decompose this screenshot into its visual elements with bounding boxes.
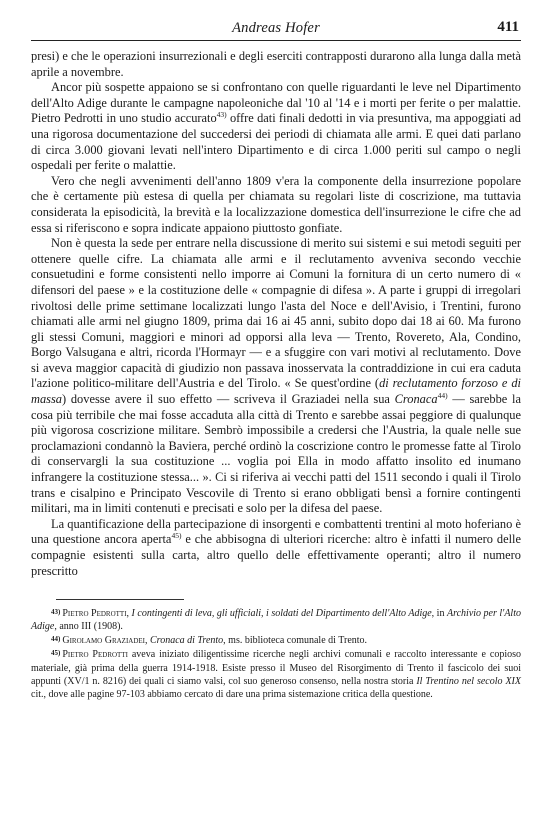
text-run: Archivio per l'Alto Adige (31, 608, 521, 633)
footnote (31, 606, 521, 633)
book-page (31, 18, 521, 701)
text-run: , (126, 608, 132, 620)
text-run: La quantificazione della partecipazione di insorgenti e combattenti trentini al moto hoferiano è una questione ancora aperta (31, 516, 521, 547)
text-run: Il Trentino nel secolo XIX (416, 675, 521, 687)
text-run: presi) e che le operazioni insurrezionali e degli eserciti contrapposti durarono alla lunga dalla metà aprile a novembre. (31, 49, 521, 79)
paragraph (31, 174, 521, 236)
text-run: , ms. biblioteca comunale di Trento. (223, 635, 368, 647)
text-run: aveva iniziato diligentissime ricerche negli archivi comunali e raccolto interessante e copioso materiale, già prima della guerra 1914-1918. Esiste presso il Museo del Risorgimento di Trento il fascicolo dei suoi appunti (XV/1 n. 8216) dei quali ci siamo valsi, col suo generoso consenso, nella nostra storia (31, 649, 521, 687)
paragraph (31, 236, 521, 517)
footnote-number: 44) (51, 635, 61, 644)
footnote-ref: 45) (171, 531, 182, 541)
text-run: Cronaca (394, 392, 438, 407)
text-run: cit., dove alle pagine 97-103 abbiamo cercato di dare una prima sistemazione critica della questione. (31, 688, 433, 700)
footnote-number: 43) (51, 608, 61, 617)
footnotes (31, 606, 521, 701)
text-run: Pietro Pedrotti (62, 608, 127, 620)
footnote-ref: 44) (437, 391, 448, 401)
text-run: Pietro Pedrotti (62, 649, 128, 661)
text-run: Vero che negli avvenimenti dell'anno 1809 v'era la componente della insurrezione popolare che è certamente più estesa di quella per chiamata su regolari liste di coscrizione, ma tuttavia considerata la episodicità, la brevità e la localizzazione domestica dell'insurrezione le cifre che ad essa si riferiscono e sopra indicate appaiono piuttosto gonfiate. (31, 173, 521, 235)
header-rule (31, 40, 521, 41)
text-run: e che abbisogna di ulteriori ricerche: altro è infatti il numero delle compagnie esistenti sulla carta, altro quello delle effettivamente operanti; altro il numero prescritto (31, 532, 521, 578)
footnote-separator (56, 599, 184, 600)
text-run: Non è questa la sede per entrare nella discussione di merito sui sistemi e sui metodi seguiti per ottenere quelle cifre. La chiamata alle armi e il reclutamento avveniva secondo vecchie consuetudini e forme consistenti nello imporre ai Comuni la fornitura di un certo numero di « difensori del paese » e la costituzione delle « compagnie di difesa ». A parte i gruppi di irregolari rivoltosi delle prime settimane localizzati lungo l'asta del Noce e dell'Avisio, i Trentini, furono chiamati alle armi nel giugno 1809, prima dai 16 ai 45 anni, subito dopo dai 18 ai 60. Ma furono gli stessi Comuni, maggiori e minori ad opporsi alla leva — Trento, Rovereto, Ala, Condino, Borgo Valsugana e altri, ricorda l'Hormayr — e a sfuggire con vari motivi al reclutamento. Dove si aveva maggior capacità di giudizio non passava inosservata la contraddizione in cui era caduta l'azione politico-militare dell'Austria e del Tirolo. « Se quest'ordine ( (31, 236, 521, 391)
paragraph (31, 49, 521, 80)
text-run: ) dovesse avere il suo effetto — scriveva il Graziadei nella sua (61, 392, 395, 407)
footnote-ref: 43) (216, 110, 227, 120)
body-text (31, 49, 521, 579)
text-run: Girolamo Graziadei (62, 635, 146, 647)
text-run: , in (431, 608, 447, 620)
footnote-number: 45) (51, 649, 61, 658)
page-header (31, 18, 521, 40)
paragraph (31, 80, 521, 174)
text-run: offre dati finali dedotti in via presuntiva, ma appoggiati ad una rigorosa documentazione del succedersi dei periodi di chiamata alle armi. E quei dati parlano di circa 3.000 giovani levati nell'intero Dipartimento e di circa 1.000 periti sul campo o negli ospedali per ferite o malattie. (31, 111, 522, 173)
text-run: I contingenti di leva, gli ufficiali, i soldati del Dipartimento dell'Alto Adige (131, 608, 432, 620)
running-title: Andreas Hofer (232, 20, 320, 36)
text-run: Ancor più sospette appaiono se si confrontano con quelle riguardanti le leve nel Dipartimento dell'Alto Adige durante le campagne napoleoniche dal '10 al '14 e i morti per ferite o per malattie. Pietro Pedrotti in uno studio accurato (31, 80, 521, 126)
footnote (31, 633, 521, 647)
text-run: Cronaca di Trento (150, 635, 224, 647)
paragraph (31, 517, 521, 579)
text-run: , (145, 635, 151, 647)
text-run: di reclutamento forzoso e di massa (31, 376, 522, 407)
page-number: 411 (497, 19, 519, 35)
text-run: — sarebbe la cosa più terribile che mai fosse accaduta alla città di Trento e sarebbe assai peggiore di qualunque più vigorosa coscrizione militare. Sembrò impossibile a credersi che l'Austria, la quale nelle sue proclamazioni condannò la Baviera, perché ordinò la coscrizione contro le promesse fatte al Tirolo di conservargli la sua costituzione ... voglia poi Ella in modo affatto insolito ed inumano infrangere la costituzione stessa... ». Ci si riferiva ai vecchi patti del 1511 secondo i quali il Tirolo trans e cisalpino e Principato Vescovile di Trento si erano obbligati bensì a fornire contingenti militari, ma in limiti contenuti e precisati e solo per la difesa del paese. (31, 392, 521, 516)
text-run: , anno III (1908). (54, 621, 123, 633)
footnote (31, 647, 521, 700)
